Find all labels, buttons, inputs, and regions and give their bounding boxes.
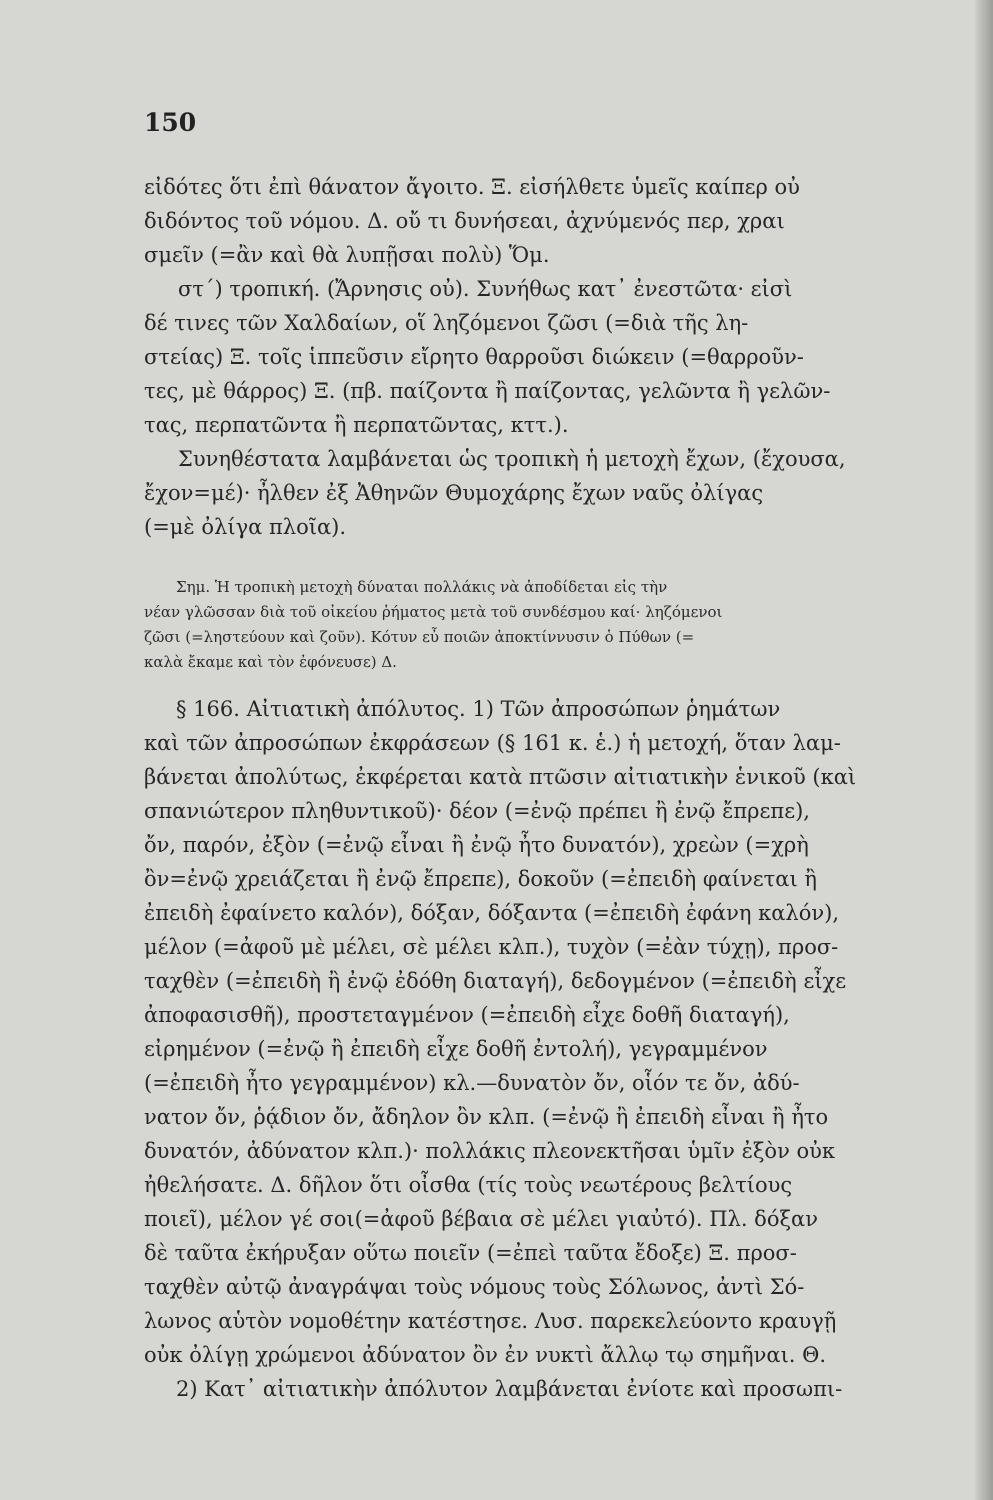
text-line: ἔχον=μέ)· ἦλθεν ἐξ Ἀθηνῶν Θυμοχάρης ἔχων ναῦς ὀλίγας [144,481,764,505]
text-line: καὶ τῶν ἀπροσώπων ἐκφράσεων (§ 161 κ. ἑ.) ἡ μετοχή, ὅταν λαμ- [144,731,841,755]
page-number: 150 [144,108,197,137]
text-line: στείας) Ξ. τοῖς ἱππεῦσιν εἴρητο θαρροῦσι διώκειν (=θαρροῦν- [144,345,804,369]
note-line: ζῶσι (=ληστεύουν καὶ ζοῦν). Κότυν εὖ ποιῶν ἀποκτίννυσιν ὁ Πύθων (= [144,628,695,646]
text-line: σπανιώτερον πληθυντικοῦ)· δέον (=ἐνῷ πρέπει ἢ ἐνῷ ἔπρεπε), [144,799,810,823]
text-line: ἀποφασισθῆ), προστεταγμένον (=ἐπειδὴ εἶχε δοθῆ διαταγή), [144,1003,790,1027]
note-line: νέαν γλῶσσαν διὰ τοῦ οἰκείου ῥήματος μετὰ τοῦ συνδέσμου καί· ληζόμενοι [144,603,723,621]
text-line: εἰδότες ὅτι ἐπὶ θάνατον ἄγοιτο. Ξ. εἰσήλθετε ὑμεῖς καίπερ οὐ [144,175,800,199]
text-line: τας, περπατῶντα ἢ περπατῶντας, κττ.). [144,413,569,437]
text-line: ποιεῖ), μέλον γέ σοι(=ἀφοῦ βέβαια σὲ μέλει γιαὐτό). Πλ. δόξαν [144,1207,818,1231]
text-line: 2) Κατ᾽ αἰτιατικὴν ἀπόλυτον λαμβάνεται ἐνίοτε καὶ προσωπι- [176,1377,843,1401]
text-line: λωνος αὑτὸν νομοθέτην κατέστησε. Λυσ. παρεκελεύοντο κραυγῇ [144,1309,837,1333]
text-line: νατον ὄν, ῥᾴδιον ὄν, ἄδηλον ὂν κλπ. (=ἐνῷ ἢ ἐπειδὴ εἶναι ἢ ἦτο [144,1105,829,1129]
text-line: ἠθελήσατε. Δ. δῆλον ὅτι οἶσθα (τίς τοὺς νεωτέρους βελτίους [144,1173,793,1197]
text-line: δυνατόν, ἀδύνατον κλπ.)· πολλάκις πλεονεκτῆσαι ὑμῖν ἐξὸν οὐκ [144,1139,836,1163]
text-line: ταχθὲν (=ἐπειδὴ ἢ ἐνῷ ἐδόθη διαταγή), δεδογμένον (=ἐπειδὴ εἶχε [144,969,847,993]
text-line: σμεῖν (=ἂν καὶ θὰ λυπῇσαι πολὺ) Ὅμ. [144,243,550,267]
text-line: δὲ ταῦτα ἐκήρυξαν οὕτω ποιεῖν (=ἐπεὶ ταῦτα ἔδοξε) Ξ. προσ- [144,1241,797,1265]
note-line: καλὰ ἔκαμε καὶ τὸν ἐφόνευσε) Δ. [144,653,397,671]
text-line: (=ἐπειδὴ ἦτο γεγραμμένον) κλ.—δυνατὸν ὄν, οἷόν τε ὄν, ἀδύ- [144,1071,800,1095]
text-line: τες, μὲ θάρρος) Ξ. (πβ. παίζοντα ἢ παίζοντας, γελῶντα ἢ γελῶν- [144,379,831,403]
text-line: βάνεται ἀπολύτως, ἐκφέρεται κατὰ πτῶσιν αἰτιατικὴν ἑνικοῦ (καὶ [144,765,857,789]
text-line: ὄν, παρόν, ἐξὸν (=ἐνῷ εἶναι ἢ ἐνῷ ἦτο δυνατόν), χρεὼν (=χρὴ [144,833,809,857]
text-line: Συνηθέστατα λαμβάνεται ὡς τροπικὴ ἡ μετοχὴ ἔχων, (ἔχουσα, [178,447,846,471]
text-line: ταχθὲν αὐτῷ ἀναγράψαι τοὺς νόμους τοὺς Σόλωνος, ἀντὶ Σό- [144,1275,805,1299]
text-line: διδόντος τοῦ νόμου. Δ. οὔ τι δυνήσεαι, ἀχνύμενός περ, χραι [144,209,785,233]
text-line: (=μὲ ὀλίγα πλοῖα). [144,515,347,539]
section-heading-line: § 166. Αἰτιατικὴ ἀπόλυτος. 1) Τῶν ἀπροσώπων ῥημάτων [176,697,781,721]
note-line: Σημ. Ἡ τροπικὴ μετοχὴ δύναται πολλάκις νὰ ἀποδίδεται εἰς τὴν [176,578,668,596]
text-line: στ΄) τροπική. (Ἄρνησις οὐ). Συνήθως κατ᾽ ἐνεστῶτα· εἰσὶ [178,277,793,301]
text-line: οὐκ ὀλίγῃ χρώμενοι ἀδύνατον ὂν ἐν νυκτὶ ἄλλῳ τῳ σημῆναι. Θ. [144,1343,827,1367]
text-line: ἐπειδὴ ἐφαίνετο καλόν), δόξαν, δόξαντα (=ἐπειδὴ ἐφάνη καλόν), [144,901,839,925]
text-line: ὂν=ἐνῷ χρειάζεται ἢ ἐνῷ ἔπρεπε), δοκοῦν (=ἐπειδὴ φαίνεται ἢ [144,867,817,891]
text-line: μέλον (=ἀφοῦ μὲ μέλει, σὲ μέλει κλπ.), τυχὸν (=ἐὰν τύχῃ), προσ- [144,935,839,959]
text-line: εἰρημένον (=ἐνῷ ἢ ἐπειδὴ εἶχε δοθῆ ἐντολή), γεγραμμένον [144,1037,768,1061]
text-line: δέ τινες τῶν Χαλδαίων, οἵ ληζόμενοι ζῶσι (=διὰ τῆς λη- [144,311,749,335]
